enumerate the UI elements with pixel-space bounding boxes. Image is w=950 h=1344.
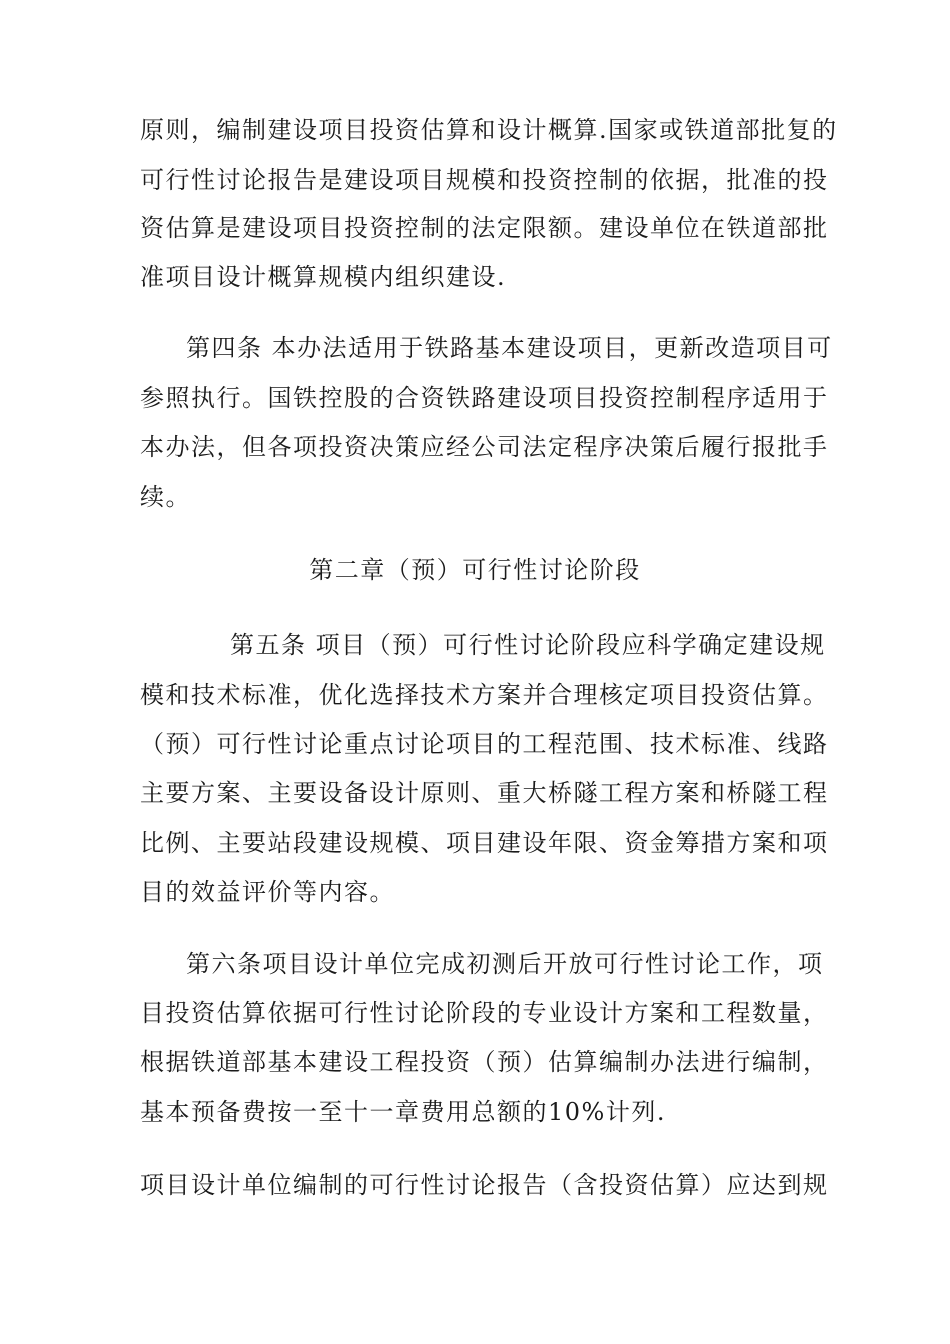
article-4-line-3: 本办法，但各项投资决策应经公司法定程序决策后履行报批手 bbox=[140, 433, 829, 461]
article-5-line-2: 模和技术标准，优化选择技术方案并合理核定项目投资估算。 bbox=[140, 681, 829, 709]
article-6-line-1: 第六条项目设计单位完成初测后开放可行性讨论工作，项 bbox=[186, 950, 824, 978]
article-5-line-6: 目的效益评价等内容。 bbox=[140, 878, 395, 906]
article-6-line-2: 目投资估算依据可行性讨论阶段的专业设计方案和工程数量， bbox=[140, 999, 829, 1027]
article-5-line-1: 第五条 项目（预）可行性讨论阶段应科学确定建设规 bbox=[230, 631, 826, 659]
para1-line-3: 资估算是建设项目投资控制的法定限额。建设单位在铁道部批 bbox=[140, 214, 829, 242]
article-4-line-4: 续。 bbox=[140, 483, 191, 511]
article-6-line-4: 基本预备费按一至十一章费用总额的10%计列. bbox=[140, 1098, 666, 1126]
para1-line-4: 准项目设计概算规模内组织建设. bbox=[140, 263, 507, 291]
article-6-line-3: 根据铁道部基本建设工程投资（预）估算编制办法进行编制， bbox=[140, 1048, 829, 1076]
para1-line-2: 可行性讨论报告是建设项目规模和投资控制的依据，批准的投 bbox=[140, 166, 829, 194]
article-5-line-3: （预）可行性讨论重点讨论项目的工程范围、技术标准、线路 bbox=[140, 730, 829, 758]
article-5-line-5: 比例、主要站段建设规模、项目建设年限、资金筹措方案和项 bbox=[140, 829, 829, 857]
article-5-line-4: 主要方案、主要设备设计原则、重大桥隧工程方案和桥隧工程 bbox=[140, 779, 829, 807]
para1-line-1: 原则，编制建设项目投资估算和设计概算.国家或铁道部批复的 bbox=[140, 116, 838, 144]
para5-line-1: 项目设计单位编制的可行性讨论报告（含投资估算）应达到规 bbox=[140, 1171, 829, 1199]
article-4-line-2: 参照执行。国铁控股的合资铁路建设项目投资控制程序适用于 bbox=[140, 384, 829, 412]
article-4-line-1: 第四条 本办法适用于铁路基本建设项目，更新改造项目可 bbox=[186, 334, 833, 362]
chapter-heading: 第二章（预）可行性讨论阶段 bbox=[309, 556, 641, 584]
